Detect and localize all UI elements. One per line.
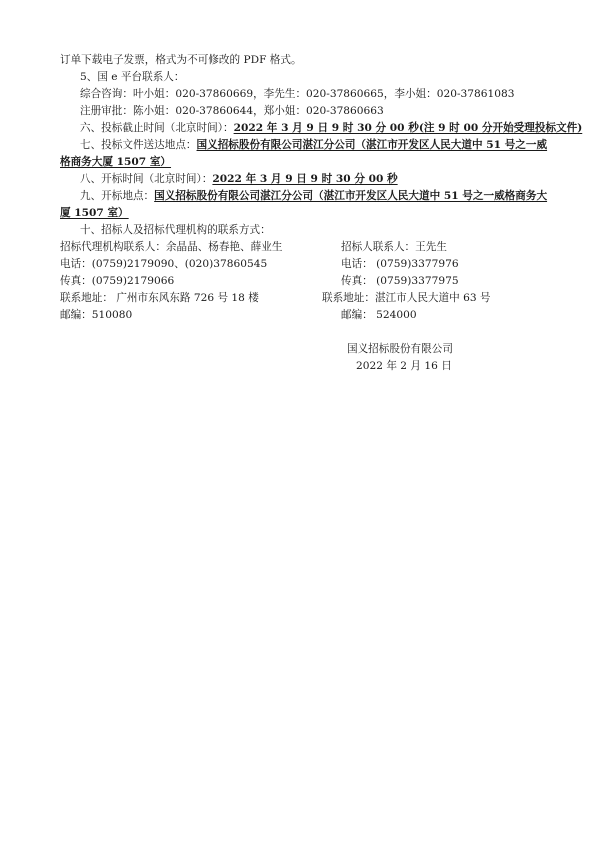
submission-location-label: 七、投标文件送达地点： <box>80 139 197 151</box>
opening-time-label: 八、开标时间（北京时间）： <box>80 173 213 185</box>
signature-org: 国义招标股份有限公司 <box>347 343 453 355</box>
bid-deadline-value: 2022 年 3 月 9 日 9 时 30 分 00 秒(注 9 时 00 分开始受理投标文件) <box>233 122 583 134</box>
tenderer-phone: 电话： (0759)3377976 <box>341 258 459 270</box>
opening-location-value-cont: 厦 1507 室） <box>60 207 129 219</box>
opening-location-row <box>80 188 547 204</box>
bid-deadline-row <box>80 120 582 136</box>
agency-fax: 传真：(0759)2179066 <box>60 275 175 287</box>
platform-contacts-heading: 5、国 e 平台联系人： <box>80 71 185 83</box>
agency-postcode: 邮编：510080 <box>60 309 133 321</box>
submission-location-row <box>80 137 547 153</box>
opening-time-value: 2022 年 3 月 9 日 9 时 30 分 00 秒 <box>212 173 398 185</box>
agency-address: 联系地址： 广州市东风东路 726 号 18 楼 <box>60 292 259 304</box>
tenderer-postcode: 邮编： 524000 <box>341 309 417 321</box>
registration-contacts: 注册审批：陈小姐：020-37860644，郑小姐：020-37860663 <box>80 105 384 117</box>
opening-location-label: 九、开标地点： <box>80 190 155 202</box>
consult-contacts: 综合咨询：叶小姐：020-37860669，李先生：020-37860665，李小姐：020-37861083 <box>80 88 515 100</box>
tenderer-fax: 传真： (0759)3377975 <box>341 275 459 287</box>
agency-contact: 招标代理机构联系人：余晶晶、杨春艳、薛业生 <box>60 241 283 253</box>
contact-info-heading: 十、招标人及招标代理机构的联系方式： <box>80 224 271 236</box>
submission-location-value: 国义招标股份有限公司湛江分公司（湛江市开发区人民大道中 51 号之一威 <box>196 139 548 151</box>
opening-time-row <box>80 171 398 187</box>
invoice-note: 订单下载电子发票，格式为不可修改的 PDF 格式。 <box>60 54 302 66</box>
tenderer-address: 联系地址：湛江市人民大道中 63 号 <box>322 292 491 304</box>
opening-location-value: 国义招标股份有限公司湛江分公司（湛江市开发区人民大道中 51 号之一威格商务大 <box>154 190 548 202</box>
signature-date: 2022 年 2 月 16 日 <box>356 360 452 372</box>
tenderer-contact: 招标人联系人：王先生 <box>341 241 447 253</box>
submission-location-value-cont: 格商务大厦 1507 室） <box>60 156 172 168</box>
bid-deadline-label: 六、投标截止时间（北京时间）： <box>80 122 234 134</box>
agency-phone: 电话：(0759)2179090、(020)37860545 <box>60 258 268 270</box>
